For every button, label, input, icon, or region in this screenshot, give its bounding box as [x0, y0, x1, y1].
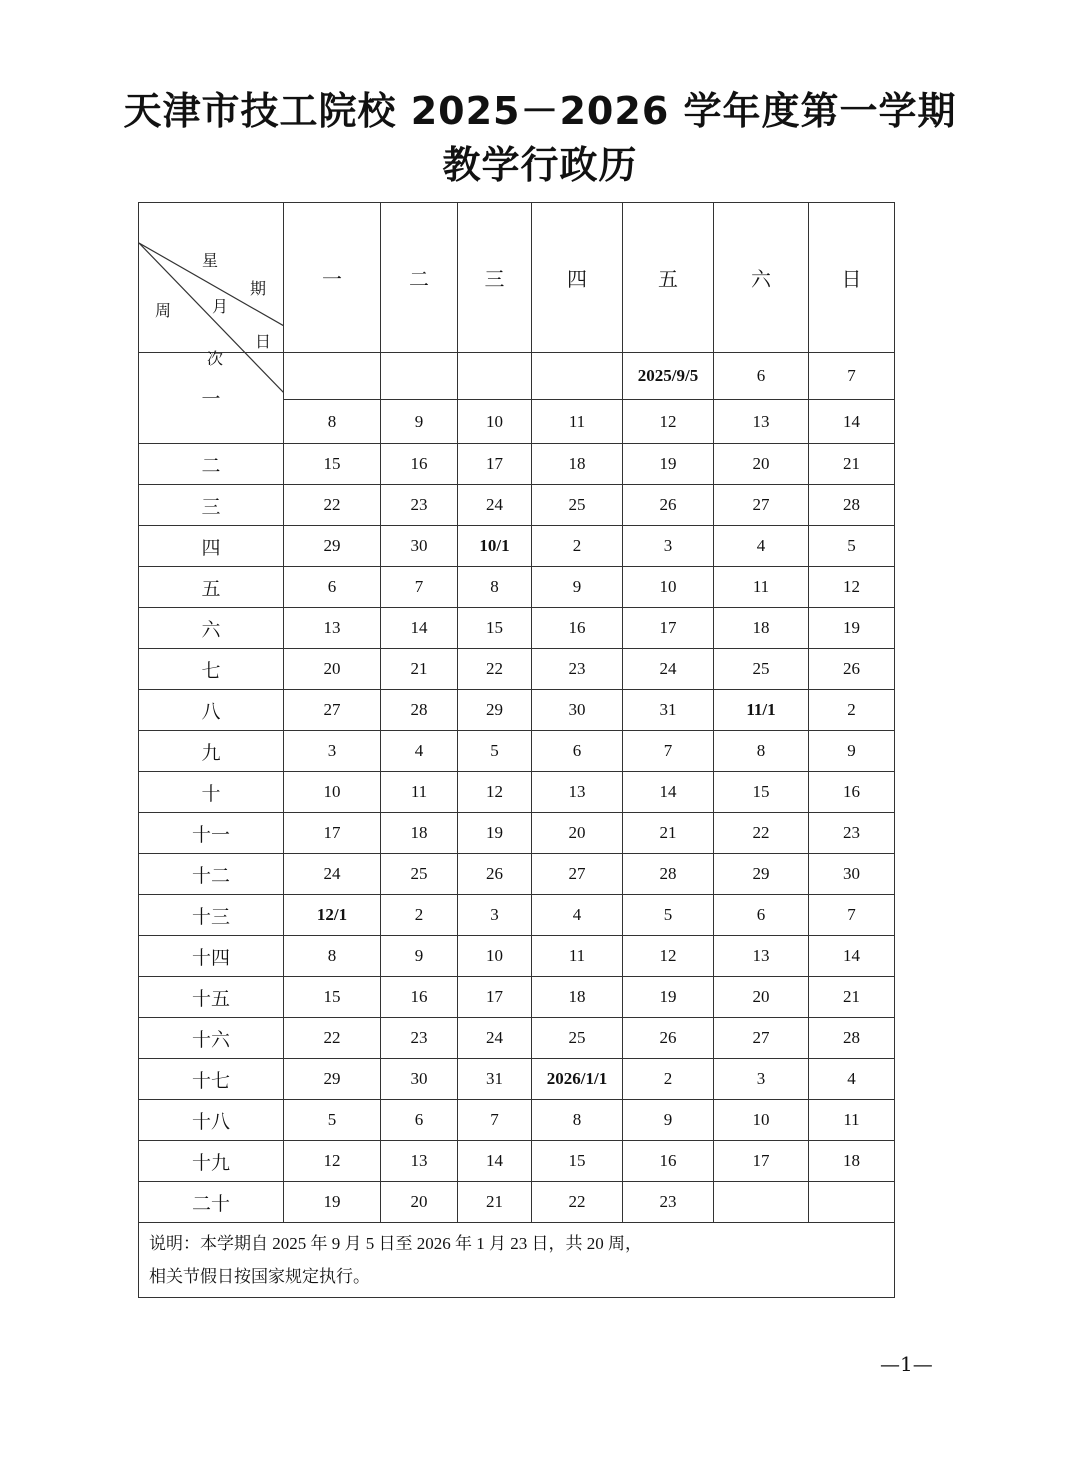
date-cell: 24	[458, 1018, 532, 1059]
week-number-cell: 十九	[139, 1141, 284, 1182]
date-cell: 15	[532, 1141, 623, 1182]
date-cell: 7	[381, 567, 458, 608]
week-number-cell: 九	[139, 731, 284, 772]
date-cell: 13	[532, 772, 623, 813]
date-cell: 27	[284, 690, 381, 731]
date-cell: 27	[532, 854, 623, 895]
date-cell: 13	[381, 1141, 458, 1182]
week-row	[139, 1018, 895, 1059]
date-cell: 20	[714, 977, 809, 1018]
date-cell: 18	[381, 813, 458, 854]
week-number-cell: 三	[139, 485, 284, 526]
date-cell: 18	[714, 608, 809, 649]
date-cell: 24	[458, 485, 532, 526]
date-cell: 9	[532, 567, 623, 608]
week-row	[139, 526, 895, 567]
date-cell	[714, 1182, 809, 1223]
week-row	[139, 444, 895, 485]
date-cell: 15	[458, 608, 532, 649]
weekday-header: 四	[532, 203, 623, 353]
week-number-cell: 十八	[139, 1100, 284, 1141]
date-cell: 23	[381, 485, 458, 526]
date-cell: 29	[284, 526, 381, 567]
date-cell: 13	[714, 936, 809, 977]
week-number-cell: 十五	[139, 977, 284, 1018]
date-cell: 6	[714, 353, 809, 400]
week-number-cell: 十七	[139, 1059, 284, 1100]
date-cell: 25	[532, 1018, 623, 1059]
date-cell: 6	[381, 1100, 458, 1141]
date-cell: 2	[532, 526, 623, 567]
date-cell: 30	[532, 690, 623, 731]
date-cell: 17	[623, 608, 714, 649]
week-number-cell: 二十	[139, 1182, 284, 1223]
date-cell: 6	[284, 567, 381, 608]
date-cell: 22	[284, 485, 381, 526]
date-cell: 19	[623, 977, 714, 1018]
date-cell: 20	[714, 444, 809, 485]
date-cell: 21	[458, 1182, 532, 1223]
date-cell: 8	[284, 400, 381, 444]
date-cell: 26	[623, 1018, 714, 1059]
date-cell: 18	[532, 977, 623, 1018]
date-cell: 13	[284, 608, 381, 649]
date-cell: 19	[458, 813, 532, 854]
note-line2: 相关节假日按国家规定执行。	[149, 1267, 370, 1286]
date-cell: 19	[623, 444, 714, 485]
week-row	[139, 608, 895, 649]
corner-label-ci: 次	[207, 349, 224, 368]
date-cell: 8	[284, 936, 381, 977]
date-cell: 7	[458, 1100, 532, 1141]
date-cell: 25	[714, 649, 809, 690]
date-cell: 23	[809, 813, 895, 854]
date-cell: 30	[809, 854, 895, 895]
date-cell	[381, 353, 458, 400]
date-cell: 11/1	[714, 690, 809, 731]
date-cell: 11	[809, 1100, 895, 1141]
week-number-cell: 十六	[139, 1018, 284, 1059]
date-cell: 9	[623, 1100, 714, 1141]
date-cell: 17	[458, 977, 532, 1018]
date-cell: 14	[809, 400, 895, 444]
date-cell: 2	[809, 690, 895, 731]
weekday-header: 六	[714, 203, 809, 353]
note-row	[139, 1223, 895, 1298]
date-cell: 12	[458, 772, 532, 813]
document-title-line1: 天津市技工院校 2025－2026 学年度第一学期	[123, 89, 957, 133]
date-cell: 3	[714, 1059, 809, 1100]
date-cell: 15	[714, 772, 809, 813]
date-cell	[284, 353, 381, 400]
corner-label-ri: 日	[255, 332, 272, 351]
date-cell: 17	[714, 1141, 809, 1182]
date-cell: 23	[532, 649, 623, 690]
date-cell: 7	[623, 731, 714, 772]
date-cell: 22	[458, 649, 532, 690]
date-cell: 11	[532, 936, 623, 977]
date-cell: 22	[532, 1182, 623, 1223]
date-cell: 18	[809, 1141, 895, 1182]
date-cell: 6	[532, 731, 623, 772]
week-number-cell: 十三	[139, 895, 284, 936]
header-row	[139, 203, 895, 353]
week-number-cell: 五	[139, 567, 284, 608]
date-cell: 2026/1/1	[532, 1059, 623, 1100]
date-cell: 13	[714, 400, 809, 444]
date-cell: 10	[458, 936, 532, 977]
date-cell: 19	[809, 608, 895, 649]
weekday-header: 日	[809, 203, 895, 353]
date-cell: 8	[714, 731, 809, 772]
date-cell: 10	[714, 1100, 809, 1141]
date-cell: 5	[809, 526, 895, 567]
date-cell: 26	[458, 854, 532, 895]
week-row	[139, 854, 895, 895]
weekday-header: 二	[381, 203, 458, 353]
date-cell: 17	[284, 813, 381, 854]
date-cell: 9	[381, 936, 458, 977]
date-cell: 12	[809, 567, 895, 608]
date-cell: 5	[458, 731, 532, 772]
date-cell: 20	[532, 813, 623, 854]
date-cell: 16	[381, 977, 458, 1018]
note-line1: 说明：本学期自 2025 年 9 月 5 日至 2026 年 1 月 23 日，共 20 周，	[149, 1234, 642, 1253]
date-cell: 25	[532, 485, 623, 526]
date-cell: 24	[284, 854, 381, 895]
week-row	[139, 1182, 895, 1223]
calendar-table	[138, 202, 895, 1298]
corner-label-zhou: 周	[155, 301, 172, 320]
note-cell	[139, 1223, 895, 1298]
date-cell: 20	[381, 1182, 458, 1223]
date-cell: 6	[714, 895, 809, 936]
corner-label-yue: 月	[212, 297, 229, 316]
date-cell: 26	[623, 485, 714, 526]
week-number-cell: 十四	[139, 936, 284, 977]
week-number-cell: 七	[139, 649, 284, 690]
date-cell: 12	[623, 400, 714, 444]
date-cell: 30	[381, 526, 458, 567]
date-cell: 10/1	[458, 526, 532, 567]
week-row	[139, 1141, 895, 1182]
date-cell: 14	[809, 936, 895, 977]
date-cell: 5	[623, 895, 714, 936]
corner-label-xing: 星	[202, 251, 219, 270]
date-cell: 8	[458, 567, 532, 608]
date-cell: 21	[809, 444, 895, 485]
date-cell: 10	[284, 772, 381, 813]
date-cell: 31	[623, 690, 714, 731]
date-cell: 12	[623, 936, 714, 977]
date-cell: 7	[809, 895, 895, 936]
date-cell: 9	[381, 400, 458, 444]
weekday-header: 一	[284, 203, 381, 353]
date-cell: 29	[458, 690, 532, 731]
date-cell: 15	[284, 977, 381, 1018]
week-number-cell: 十二	[139, 854, 284, 895]
week-number-cell: 十一	[139, 813, 284, 854]
date-cell: 22	[284, 1018, 381, 1059]
week-row	[139, 731, 895, 772]
week-row	[139, 895, 895, 936]
week-row	[139, 485, 895, 526]
date-cell: 4	[714, 526, 809, 567]
date-cell: 28	[809, 485, 895, 526]
date-cell: 9	[809, 731, 895, 772]
date-cell	[458, 353, 532, 400]
date-cell: 15	[284, 444, 381, 485]
weekday-header: 三	[458, 203, 532, 353]
date-cell: 14	[381, 608, 458, 649]
date-cell: 4	[381, 731, 458, 772]
week-row	[139, 567, 895, 608]
date-cell: 8	[532, 1100, 623, 1141]
week-row	[139, 977, 895, 1018]
week-number-cell: 一	[139, 353, 284, 444]
date-cell: 2025/9/5	[623, 353, 714, 400]
date-cell: 16	[809, 772, 895, 813]
date-cell: 11	[381, 772, 458, 813]
date-cell: 2	[381, 895, 458, 936]
date-cell: 27	[714, 485, 809, 526]
date-cell: 4	[532, 895, 623, 936]
date-cell: 3	[458, 895, 532, 936]
date-cell: 10	[458, 400, 532, 444]
week-row	[139, 1100, 895, 1141]
date-cell: 11	[714, 567, 809, 608]
date-cell: 28	[809, 1018, 895, 1059]
date-cell: 25	[381, 854, 458, 895]
date-cell: 18	[532, 444, 623, 485]
date-cell: 11	[532, 400, 623, 444]
corner-label-qi: 期	[250, 279, 267, 298]
date-cell: 5	[284, 1100, 381, 1141]
date-cell: 23	[381, 1018, 458, 1059]
date-cell: 26	[809, 649, 895, 690]
date-cell: 16	[623, 1141, 714, 1182]
date-cell: 28	[381, 690, 458, 731]
date-cell: 3	[284, 731, 381, 772]
date-cell: 14	[623, 772, 714, 813]
week-row	[139, 813, 895, 854]
date-cell: 7	[809, 353, 895, 400]
page-number: —1—	[880, 1352, 933, 1376]
date-cell: 29	[284, 1059, 381, 1100]
date-cell: 20	[284, 649, 381, 690]
date-cell: 23	[623, 1182, 714, 1223]
corner-header-cell	[139, 203, 284, 368]
date-cell: 27	[714, 1018, 809, 1059]
week-number-cell: 二	[139, 444, 284, 485]
date-cell: 12	[284, 1141, 381, 1182]
week-row	[139, 936, 895, 977]
date-cell: 21	[623, 813, 714, 854]
date-cell: 16	[532, 608, 623, 649]
date-cell: 10	[623, 567, 714, 608]
date-cell	[809, 1182, 895, 1223]
week-row	[139, 772, 895, 813]
date-cell	[532, 353, 623, 400]
week-number-cell: 十	[139, 772, 284, 813]
date-cell: 21	[381, 649, 458, 690]
date-cell: 29	[714, 854, 809, 895]
date-cell: 31	[458, 1059, 532, 1100]
date-cell: 24	[623, 649, 714, 690]
week-row	[139, 649, 895, 690]
date-cell: 19	[284, 1182, 381, 1223]
date-cell: 30	[381, 1059, 458, 1100]
date-cell: 22	[714, 813, 809, 854]
week-row	[139, 1059, 895, 1100]
date-cell: 17	[458, 444, 532, 485]
date-cell: 28	[623, 854, 714, 895]
date-cell: 16	[381, 444, 458, 485]
date-cell: 14	[458, 1141, 532, 1182]
weekday-header: 五	[623, 203, 714, 353]
date-cell: 21	[809, 977, 895, 1018]
week-number-cell: 六	[139, 608, 284, 649]
date-cell: 12/1	[284, 895, 381, 936]
week-number-cell: 四	[139, 526, 284, 567]
document-title-line2: 教学行政历	[442, 143, 638, 187]
date-cell: 3	[623, 526, 714, 567]
week-number-cell: 八	[139, 690, 284, 731]
date-cell: 2	[623, 1059, 714, 1100]
date-cell: 4	[809, 1059, 895, 1100]
week-row	[139, 690, 895, 731]
